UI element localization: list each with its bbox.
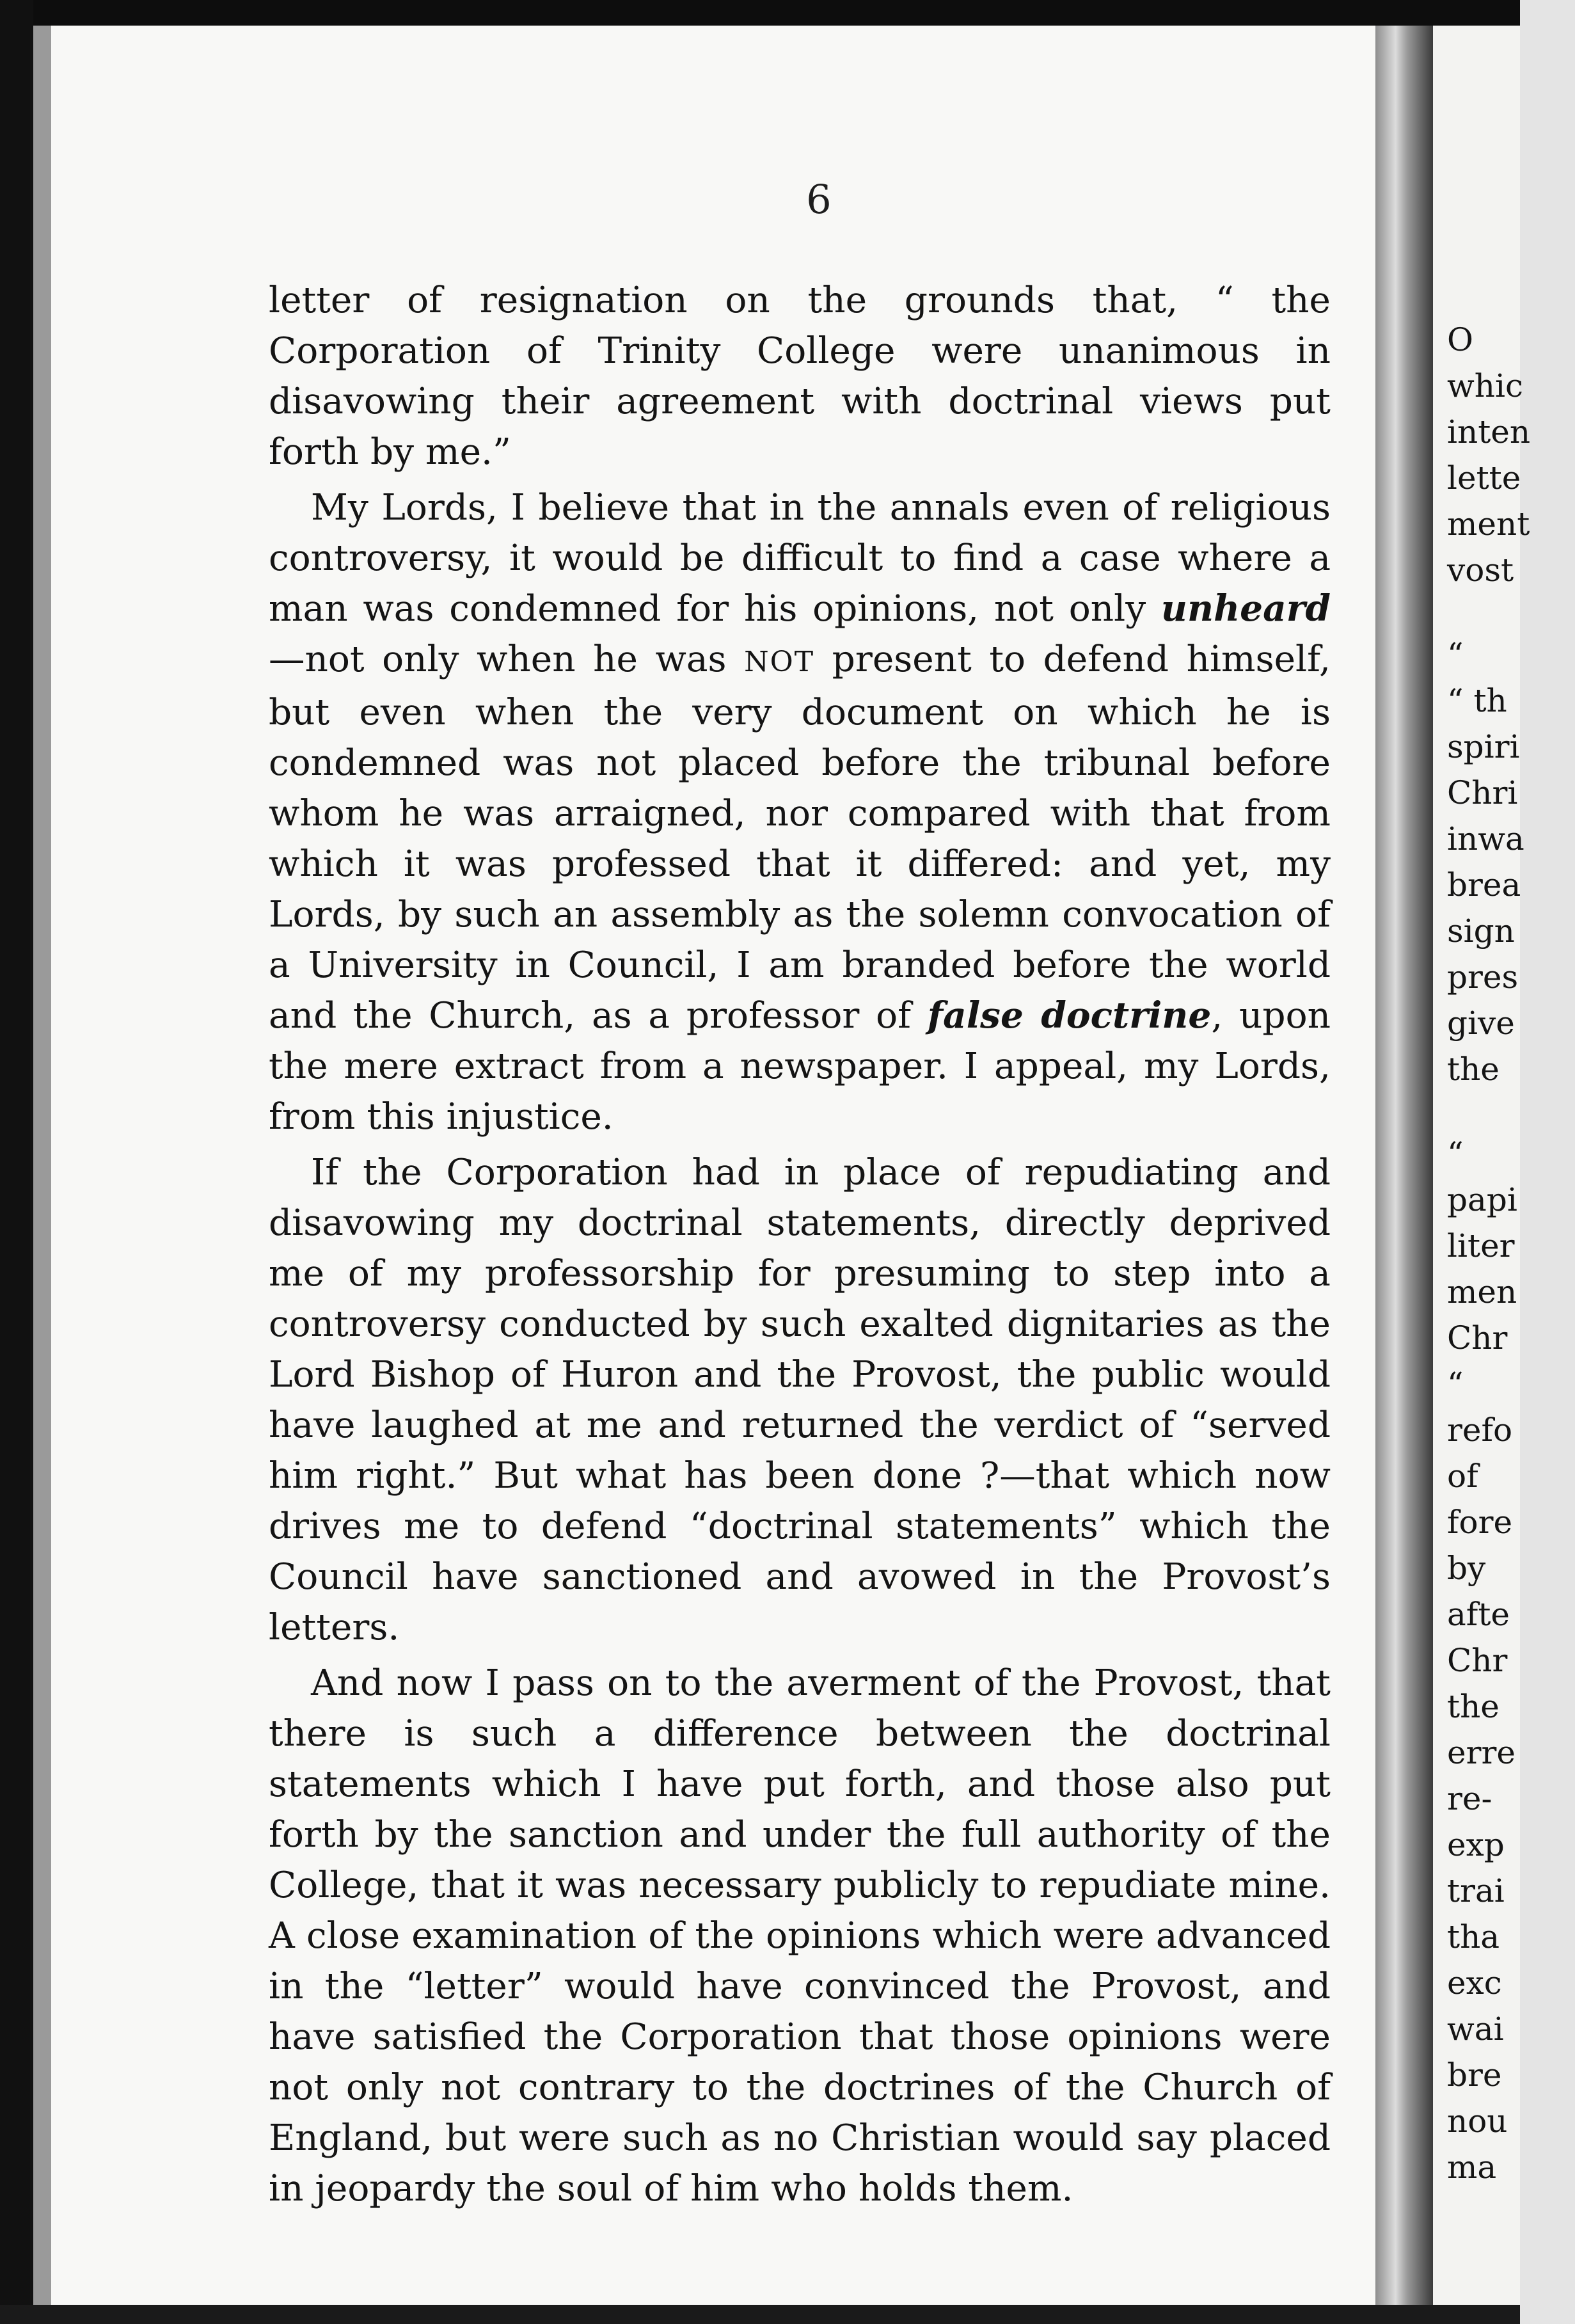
- right-page-line: Chri: [1447, 774, 1518, 811]
- right-page-line: by: [1447, 1550, 1486, 1587]
- paragraph-1: [269, 275, 1331, 477]
- right-page-line: liter: [1447, 1227, 1515, 1264]
- text-run: , upon the mere extract from a newspaper. I appeal, my Lords, from this injustice.: [269, 995, 1331, 1138]
- scan-left-border: [0, 0, 33, 2324]
- scan-bottom-border: [0, 2305, 1520, 2324]
- right-page-line: sign: [1447, 912, 1515, 950]
- right-page-line: fore: [1447, 1504, 1513, 1541]
- text-run: present to defend himself, but even when the very document on which he is condemned was not placed before the tribunal before whom he was arraigned, nor compared with that from which it was professed that it differed: and yet, my Lords, by such an assembly as the solemn convocation of a University in Council, I am branded before the world and the Church, as a professor of: [269, 639, 1331, 1037]
- right-page-line: inten: [1447, 413, 1531, 450]
- right-page-line: ment: [1447, 505, 1530, 543]
- right-page-line: “: [1447, 1365, 1464, 1403]
- page-edge-shadow: [33, 26, 51, 2324]
- paragraph-4: [269, 1658, 1331, 2214]
- book-gutter: [1375, 26, 1433, 2305]
- right-page-line: papi: [1447, 1181, 1517, 1218]
- right-page-line: pres: [1447, 959, 1519, 996]
- right-page-line: ma: [1447, 2149, 1497, 2186]
- right-page-line: exp: [1447, 1826, 1505, 1863]
- right-page-line: Chr: [1447, 1319, 1508, 1357]
- right-page-line: the: [1447, 1051, 1500, 1088]
- right-page-line: tha: [1447, 1918, 1500, 1955]
- right-page-line: “: [1447, 636, 1464, 673]
- paragraph-2: [269, 482, 1331, 1142]
- text-run: And now I pass on to the averment of the Provost, that there is such a difference between the doctrinal statements which I have put forth, and those also put forth by the sanction and under the full authority of the College, that it was necessary publicly to repudiate mine. A close examination of the opinions which were advanced in the “letter” would have convinced the Provost, and have satisfied the Corporation that those opinions were not only not contrary to the doctrines of the Church of England, but were such as no Christian would say placed in jeopardy the soul of him who holds them.: [269, 1662, 1331, 2209]
- small-caps-text: NOT: [744, 646, 815, 678]
- right-page-line: spiri: [1447, 728, 1520, 765]
- right-page-line: nou: [1447, 2103, 1508, 2140]
- right-page-line: exc: [1447, 1964, 1502, 2002]
- right-page-line: bre: [1447, 2057, 1502, 2094]
- right-page-line: re-: [1447, 1780, 1492, 1817]
- emphasis-text: unheard: [1160, 587, 1331, 630]
- paragraph-3: [269, 1147, 1331, 1653]
- page-number: 6: [806, 176, 832, 223]
- right-page-line: whic: [1447, 367, 1523, 404]
- right-page-line: lette: [1447, 459, 1521, 497]
- right-page-line: Chr: [1447, 1642, 1508, 1679]
- text-run: My Lords, I believe that in the annals even of religious controversy, it would be difficult to find a case where a man was condemned for his opinions, not only: [269, 487, 1331, 630]
- right-page-line: brea: [1447, 866, 1521, 903]
- right-page-line: men: [1447, 1273, 1517, 1310]
- right-page-line: of: [1447, 1458, 1478, 1495]
- text-run: If the Corporation had in place of repudiating and disavowing my doctrinal statements, directly deprived me of my professorship for presuming to step into a controversy conducted by such exalted dignitaries as the Lord Bishop of Huron and the Provost, the public would have laughed at me and returned the verdict of “served him right.” But what has been done ?—that which now drives me to defend “doctrinal statements” which the Council have sanctioned and avowed in the Provost’s letters.: [269, 1152, 1331, 1648]
- right-page-line: “: [1447, 1135, 1464, 1172]
- emphasis-text: false doctrine: [927, 994, 1212, 1037]
- right-page-line: vost: [1447, 552, 1514, 589]
- text-run: —not only when he was: [269, 639, 745, 680]
- right-page-line: O: [1447, 321, 1473, 358]
- text-run: letter of resignation on the grounds that, “ the Corporation of Trinity College were unanimous in disavowing their agreement with doctrinal views put forth by me.”: [269, 280, 1331, 473]
- right-page-line: the: [1447, 1688, 1500, 1725]
- right-page-fragment: [1433, 26, 1531, 2305]
- right-page-line: inwa: [1447, 820, 1524, 857]
- page-body-text: [269, 275, 1331, 2219]
- right-page-line: refo: [1447, 1412, 1513, 1449]
- right-page-line: “ th: [1447, 682, 1507, 719]
- right-page-line: trai: [1447, 1872, 1505, 1909]
- right-page-line: erre: [1447, 1734, 1516, 1771]
- right-page-text: [1447, 317, 1575, 2190]
- right-page-line: wai: [1447, 2010, 1504, 2048]
- right-page-line: give: [1447, 1005, 1515, 1042]
- right-page-line: afte: [1447, 1596, 1510, 1633]
